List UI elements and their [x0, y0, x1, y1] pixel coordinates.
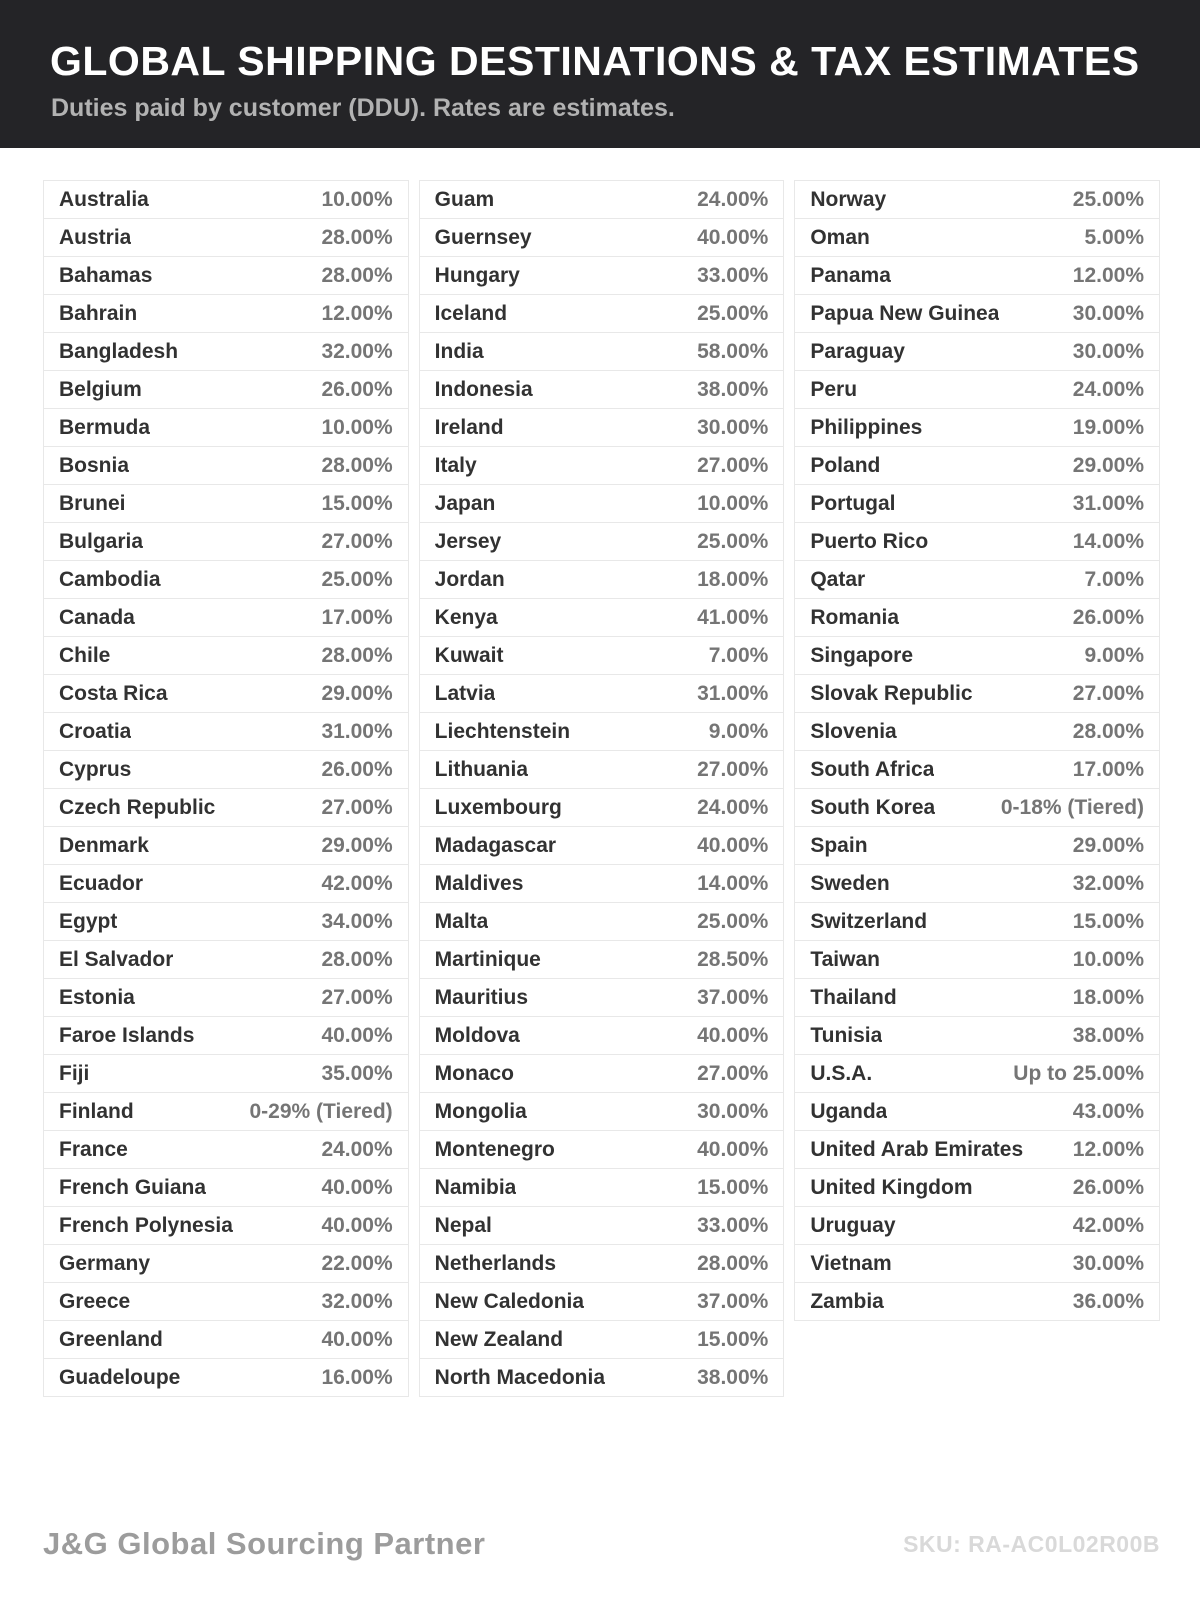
table-row — [794, 370, 1160, 409]
country-name: Bermuda — [59, 415, 151, 439]
table-row — [419, 636, 785, 675]
table-row — [794, 1282, 1160, 1321]
tax-rate-value: 5.00% — [1084, 225, 1145, 249]
country-name: Spain — [810, 833, 868, 857]
tax-rate-value: 43.00% — [1072, 1099, 1145, 1123]
country-name: Norway — [810, 187, 887, 211]
tax-rate-value: 27.00% — [321, 795, 393, 819]
tax-rate-value: 28.00% — [1072, 719, 1145, 743]
tax-rate-value: 14.00% — [697, 871, 769, 895]
tax-rate-value: 24.00% — [697, 187, 769, 211]
country-name: Japan — [434, 491, 496, 515]
table-row — [794, 826, 1160, 865]
table-row — [794, 712, 1160, 751]
tax-rate-value: 27.00% — [321, 985, 393, 1009]
country-name: Sweden — [810, 871, 890, 895]
country-name: South Korea — [810, 795, 936, 819]
rate-column — [43, 180, 409, 1397]
tax-rate-value: 24.00% — [1072, 377, 1145, 401]
table-row — [419, 218, 785, 257]
country-name: Canada — [59, 605, 135, 629]
table-row — [794, 1130, 1160, 1169]
tax-rate-value: 42.00% — [1072, 1213, 1145, 1237]
country-name: Papua New Guinea — [810, 301, 1000, 325]
tax-rate-value: 28.00% — [321, 643, 393, 667]
tax-rate-value: 12.00% — [1072, 1137, 1145, 1161]
country-name: Maldives — [434, 871, 524, 895]
country-name: Panama — [810, 263, 891, 287]
table-row — [419, 674, 785, 713]
page-title: GLOBAL SHIPPING DESTINATIONS & TAX ESTIMATES — [50, 38, 1140, 84]
tax-rate-value: 25.00% — [321, 567, 393, 591]
table-row — [794, 636, 1160, 675]
country-name: Estonia — [59, 985, 135, 1009]
table-row — [794, 1054, 1160, 1093]
tax-rate-value: 17.00% — [1072, 757, 1145, 781]
table-row — [794, 598, 1160, 637]
country-name: North Macedonia — [434, 1365, 606, 1389]
table-row — [43, 788, 409, 827]
country-name: India — [434, 339, 484, 363]
tax-rate-value: 19.00% — [1072, 415, 1145, 439]
tax-rate-value: 29.00% — [1072, 453, 1145, 477]
tax-rate-value: 38.00% — [697, 1365, 769, 1389]
country-name: Madagascar — [434, 833, 557, 857]
country-name: Mauritius — [434, 985, 529, 1009]
country-name: Namibia — [434, 1175, 517, 1199]
table-row — [43, 826, 409, 865]
table-row — [794, 978, 1160, 1017]
table-row — [43, 750, 409, 789]
table-row — [419, 484, 785, 523]
table-row — [43, 1320, 409, 1359]
country-name: Jersey — [434, 529, 502, 553]
tax-rate-value: 28.00% — [321, 263, 393, 287]
tax-rate-value: 7.00% — [1084, 567, 1145, 591]
table-row — [419, 826, 785, 865]
tax-rate-value: 29.00% — [321, 833, 393, 857]
country-name: Zambia — [810, 1289, 884, 1313]
country-name: Bahamas — [59, 263, 153, 287]
tax-rate-value: 37.00% — [697, 1289, 769, 1313]
table-row — [43, 1244, 409, 1283]
country-name: French Guiana — [59, 1175, 207, 1199]
table-row — [43, 864, 409, 903]
country-name: Finland — [59, 1099, 134, 1123]
tax-rate-value: 31.00% — [321, 719, 393, 743]
country-name: Hungary — [434, 263, 520, 287]
tax-rate-value: 27.00% — [697, 1061, 769, 1085]
country-name: Brunei — [59, 491, 126, 515]
table-row — [419, 902, 785, 941]
table-row — [794, 294, 1160, 333]
country-name: Peru — [810, 377, 858, 401]
country-name: Germany — [59, 1251, 151, 1275]
table-row — [43, 256, 409, 295]
tax-rate-value: 10.00% — [697, 491, 769, 515]
table-row — [43, 560, 409, 599]
country-name: French Polynesia — [59, 1213, 233, 1237]
table-row — [419, 1358, 785, 1397]
tax-rate-value: 28.00% — [321, 947, 393, 971]
tax-rate-value: 40.00% — [697, 1023, 769, 1047]
country-name: Guam — [434, 187, 495, 211]
country-name: Denmark — [59, 833, 149, 857]
country-name: New Caledonia — [434, 1289, 585, 1313]
table-row — [43, 1282, 409, 1321]
country-name: Romania — [810, 605, 900, 629]
tax-rate-value: 26.00% — [1072, 605, 1145, 629]
tax-rate-value: 25.00% — [697, 909, 769, 933]
tax-rate-value: 0-18% (Tiered) — [1000, 795, 1145, 819]
table-row — [419, 294, 785, 333]
tax-rate-value: 29.00% — [1072, 833, 1145, 857]
tax-rate-value: 38.00% — [697, 377, 769, 401]
table-row — [419, 1168, 785, 1207]
table-row — [43, 902, 409, 941]
table-row — [419, 1320, 785, 1359]
country-name: New Zealand — [434, 1327, 564, 1351]
country-name: South Africa — [810, 757, 935, 781]
country-name: Bulgaria — [59, 529, 144, 553]
country-name: Indonesia — [434, 377, 533, 401]
country-name: Kenya — [434, 605, 498, 629]
tax-rate-value: 25.00% — [697, 529, 769, 553]
country-name: Iceland — [434, 301, 508, 325]
table-row — [419, 446, 785, 485]
footer — [0, 1526, 1200, 1562]
country-name: Egypt — [59, 909, 118, 933]
country-name: Mongolia — [434, 1099, 527, 1123]
page-subtitle: Duties paid by customer (DDU). Rates are estimates. — [51, 94, 675, 122]
tax-rate-value: 27.00% — [697, 757, 769, 781]
table-row — [43, 370, 409, 409]
table-row — [43, 332, 409, 371]
table-row — [419, 1054, 785, 1093]
table-row — [43, 446, 409, 485]
tax-rate-value: 10.00% — [1072, 947, 1145, 971]
brand-name: J&G Global Sourcing Partner — [43, 1526, 486, 1561]
country-name: Chile — [59, 643, 111, 667]
tax-rate-value: 36.00% — [1072, 1289, 1145, 1313]
country-name: El Salvador — [59, 947, 174, 971]
table-row — [419, 750, 785, 789]
tax-rate-value: 9.00% — [1084, 643, 1145, 667]
tax-rate-value: 32.00% — [321, 1289, 393, 1313]
tax-rate-value: 27.00% — [1072, 681, 1145, 705]
country-name: Greece — [59, 1289, 131, 1313]
country-name: Greenland — [59, 1327, 163, 1351]
table-row — [419, 522, 785, 561]
country-name: Ecuador — [59, 871, 144, 895]
tax-rate-value: 22.00% — [321, 1251, 393, 1275]
table-row — [43, 636, 409, 675]
tax-rate-value: 7.00% — [708, 643, 769, 667]
rate-column — [794, 180, 1160, 1321]
country-name: Puerto Rico — [810, 529, 929, 553]
tax-rate-value: 40.00% — [697, 1137, 769, 1161]
tax-rate-value: 30.00% — [697, 415, 769, 439]
table-row — [419, 1130, 785, 1169]
table-row — [419, 256, 785, 295]
table-row — [794, 522, 1160, 561]
tax-rate-value: 10.00% — [321, 187, 393, 211]
table-row — [43, 940, 409, 979]
country-name: Latvia — [434, 681, 496, 705]
country-name: Cyprus — [59, 757, 132, 781]
table-row — [43, 1054, 409, 1093]
table-row — [794, 902, 1160, 941]
tax-rate-value: 34.00% — [321, 909, 393, 933]
tax-rate-value: 28.00% — [321, 453, 393, 477]
tax-rate-value: 15.00% — [697, 1175, 769, 1199]
country-name: Guernsey — [434, 225, 532, 249]
country-name: Slovak Republic — [810, 681, 973, 705]
table-row — [794, 940, 1160, 979]
country-name: Qatar — [810, 567, 866, 591]
table-row — [419, 370, 785, 409]
table-row — [43, 1092, 409, 1131]
tax-rate-value: 25.00% — [1072, 187, 1145, 211]
country-name: Bangladesh — [59, 339, 179, 363]
tax-rate-value: 28.50% — [697, 947, 769, 971]
tax-rate-value: 10.00% — [321, 415, 393, 439]
tax-rate-value: 31.00% — [1072, 491, 1145, 515]
country-name: Czech Republic — [59, 795, 216, 819]
table-row — [43, 218, 409, 257]
rates-table — [0, 148, 1200, 1397]
tax-rate-value: 18.00% — [1072, 985, 1145, 1009]
table-row — [43, 674, 409, 713]
table-row — [43, 484, 409, 523]
table-row — [43, 712, 409, 751]
country-name: Jordan — [434, 567, 505, 591]
tax-rate-value: 17.00% — [321, 605, 393, 629]
tax-rate-value: 30.00% — [1072, 301, 1145, 325]
tax-rate-value: Up to 25.00% — [1013, 1061, 1145, 1085]
table-row — [419, 408, 785, 447]
country-name: Taiwan — [810, 947, 880, 971]
country-name: Philippines — [810, 415, 923, 439]
country-name: Thailand — [810, 985, 897, 1009]
country-name: Uruguay — [810, 1213, 896, 1237]
table-row — [794, 180, 1160, 219]
country-name: Martinique — [434, 947, 541, 971]
country-name: Ireland — [434, 415, 504, 439]
country-name: Fiji — [59, 1061, 90, 1085]
country-name: Montenegro — [434, 1137, 555, 1161]
table-row — [794, 256, 1160, 295]
country-name: Monaco — [434, 1061, 515, 1085]
country-name: Oman — [810, 225, 870, 249]
tax-rate-value: 15.00% — [321, 491, 393, 515]
table-row — [419, 1206, 785, 1245]
table-row — [794, 332, 1160, 371]
country-name: U.S.A. — [810, 1061, 873, 1085]
country-name: Costa Rica — [59, 681, 168, 705]
table-row — [43, 1016, 409, 1055]
table-row — [43, 978, 409, 1017]
tax-rate-value: 16.00% — [321, 1365, 393, 1389]
table-row — [419, 332, 785, 371]
table-row — [794, 1244, 1160, 1283]
country-name: Malta — [434, 909, 489, 933]
tax-rate-value: 26.00% — [1072, 1175, 1145, 1199]
tax-rate-value: 30.00% — [1072, 339, 1145, 363]
table-row — [419, 864, 785, 903]
table-row — [794, 408, 1160, 447]
table-row — [43, 180, 409, 219]
table-row — [419, 788, 785, 827]
tax-rate-value: 32.00% — [321, 339, 393, 363]
tax-rate-value: 31.00% — [697, 681, 769, 705]
tax-rate-value: 0-29% (Tiered) — [249, 1099, 393, 1123]
country-name: United Arab Emirates — [810, 1137, 1024, 1161]
country-name: Bosnia — [59, 453, 130, 477]
country-name: Tunisia — [810, 1023, 883, 1047]
tax-rate-value: 41.00% — [697, 605, 769, 629]
tax-rate-value: 42.00% — [321, 871, 393, 895]
table-row — [794, 218, 1160, 257]
tax-rate-value: 26.00% — [321, 377, 393, 401]
country-name: Belgium — [59, 377, 142, 401]
country-name: Liechtenstein — [434, 719, 571, 743]
table-row — [43, 598, 409, 637]
tax-rate-value: 40.00% — [321, 1327, 393, 1351]
table-row — [43, 408, 409, 447]
table-row — [419, 1282, 785, 1321]
tax-rate-value: 25.00% — [697, 301, 769, 325]
country-name: Poland — [810, 453, 881, 477]
tax-rate-value: 37.00% — [697, 985, 769, 1009]
table-row — [794, 788, 1160, 827]
tax-rate-value: 27.00% — [697, 453, 769, 477]
country-name: Australia — [59, 187, 149, 211]
tax-rate-value: 12.00% — [321, 301, 393, 325]
tax-rate-value: 30.00% — [697, 1099, 769, 1123]
tax-rate-value: 15.00% — [697, 1327, 769, 1351]
country-name: Portugal — [810, 491, 896, 515]
country-name: Switzerland — [810, 909, 928, 933]
tax-rate-value: 18.00% — [697, 567, 769, 591]
table-row — [43, 1130, 409, 1169]
country-name: United Kingdom — [810, 1175, 973, 1199]
tax-rate-value: 40.00% — [697, 225, 769, 249]
country-name: Vietnam — [810, 1251, 892, 1275]
tax-rate-value: 14.00% — [1072, 529, 1145, 553]
country-name: Cambodia — [59, 567, 161, 591]
table-row — [794, 1168, 1160, 1207]
table-row — [419, 180, 785, 219]
table-row — [794, 484, 1160, 523]
table-row — [794, 750, 1160, 789]
tax-rate-value: 33.00% — [697, 1213, 769, 1237]
table-row — [794, 1092, 1160, 1131]
header — [0, 0, 1200, 148]
table-row — [794, 674, 1160, 713]
table-row — [794, 1206, 1160, 1245]
country-name: Kuwait — [434, 643, 504, 667]
country-name: Paraguay — [810, 339, 905, 363]
tax-rate-value: 58.00% — [697, 339, 769, 363]
tax-rate-value: 40.00% — [321, 1213, 393, 1237]
table-row — [419, 1092, 785, 1131]
country-name: Nepal — [434, 1213, 492, 1237]
sku-label: SKU: RA-AC0L02R00B — [903, 1530, 1160, 1557]
country-name: Austria — [59, 225, 132, 249]
table-row — [43, 294, 409, 333]
table-row — [43, 1206, 409, 1245]
tax-rate-value: 12.00% — [1072, 263, 1145, 287]
table-row — [419, 1016, 785, 1055]
table-row — [43, 522, 409, 561]
country-name: France — [59, 1137, 128, 1161]
country-name: Singapore — [810, 643, 914, 667]
country-name: Croatia — [59, 719, 132, 743]
country-name: Netherlands — [434, 1251, 557, 1275]
tax-rate-value: 29.00% — [321, 681, 393, 705]
country-name: Bahrain — [59, 301, 138, 325]
tax-rate-value: 40.00% — [321, 1023, 393, 1047]
country-name: Faroe Islands — [59, 1023, 195, 1047]
tax-rate-value: 28.00% — [697, 1251, 769, 1275]
table-row — [419, 1244, 785, 1283]
country-name: Guadeloupe — [59, 1365, 181, 1389]
country-name: Italy — [434, 453, 477, 477]
tax-rate-value: 35.00% — [321, 1061, 393, 1085]
table-row — [43, 1168, 409, 1207]
tax-rate-value: 15.00% — [1072, 909, 1145, 933]
table-row — [794, 560, 1160, 599]
table-row — [419, 560, 785, 599]
tax-rate-value: 28.00% — [321, 225, 393, 249]
tax-rate-value: 33.00% — [697, 263, 769, 287]
rate-column — [419, 180, 785, 1397]
tax-rate-value: 38.00% — [1072, 1023, 1145, 1047]
tax-rate-value: 27.00% — [321, 529, 393, 553]
table-row — [43, 1358, 409, 1397]
table-row — [419, 712, 785, 751]
tax-rate-value: 24.00% — [321, 1137, 393, 1161]
country-name: Slovenia — [810, 719, 897, 743]
table-row — [419, 598, 785, 637]
country-name: Luxembourg — [434, 795, 562, 819]
tax-rate-value: 32.00% — [1072, 871, 1145, 895]
table-row — [794, 864, 1160, 903]
tax-rate-value: 40.00% — [321, 1175, 393, 1199]
country-name: Moldova — [434, 1023, 520, 1047]
tax-rate-value: 9.00% — [708, 719, 769, 743]
country-name: Uganda — [810, 1099, 888, 1123]
tax-rate-value: 40.00% — [697, 833, 769, 857]
table-row — [794, 446, 1160, 485]
table-row — [419, 940, 785, 979]
table-row — [419, 978, 785, 1017]
tax-rate-value: 24.00% — [697, 795, 769, 819]
tax-rate-value: 30.00% — [1072, 1251, 1145, 1275]
table-row — [794, 1016, 1160, 1055]
country-name: Lithuania — [434, 757, 529, 781]
tax-rate-value: 26.00% — [321, 757, 393, 781]
